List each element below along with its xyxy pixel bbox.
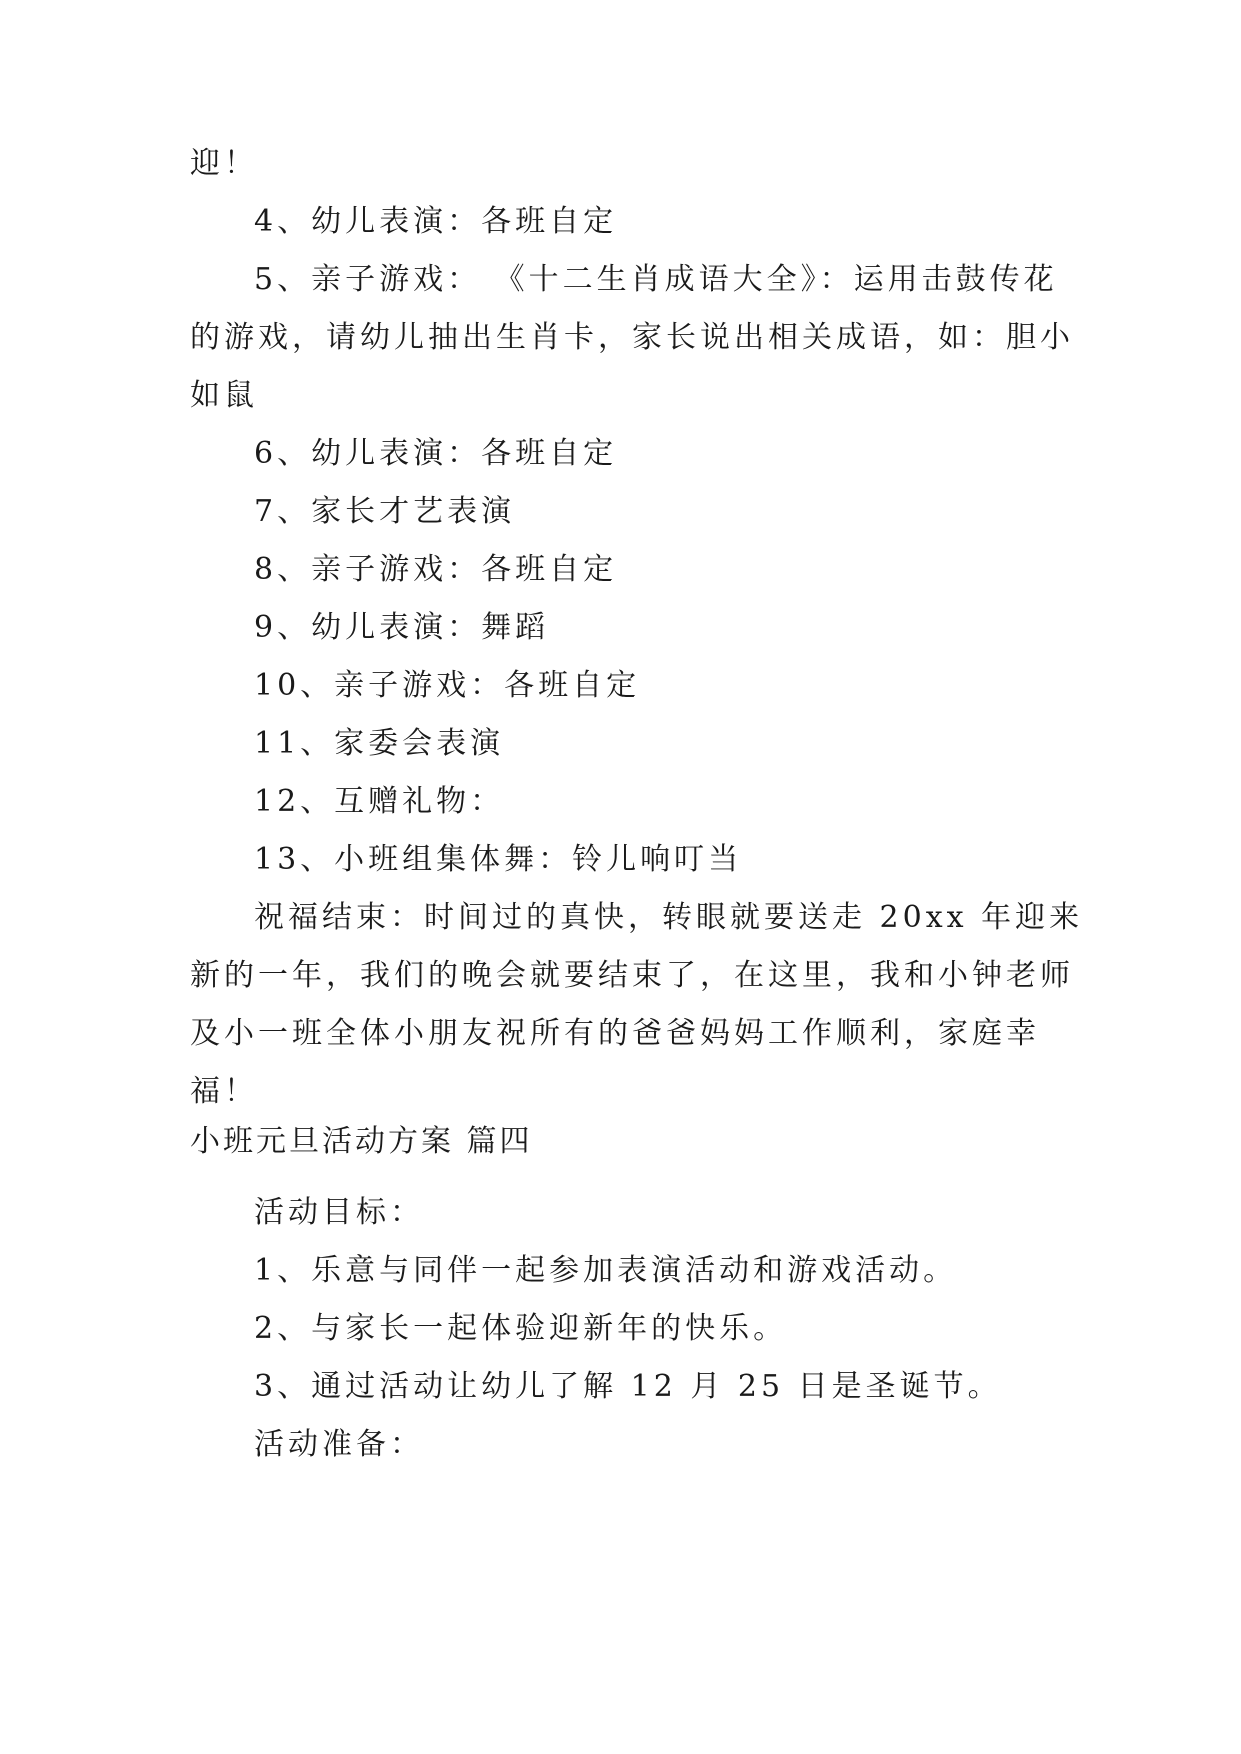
paragraph-line: 活动准备： (254, 1427, 424, 1462)
paragraph-line: 9、幼儿表演：舞蹈 (254, 610, 550, 645)
paragraph-line: 如鼠 (190, 378, 258, 413)
paragraph-line: 7、家长才艺表演 (254, 494, 516, 529)
paragraph-line: 2、与家长一起体验迎新年的快乐。 (254, 1311, 788, 1346)
paragraph-line: 活动目标： (254, 1195, 424, 1230)
paragraph-line: 的游戏，请幼儿抽出生肖卡，家长说出相关成语，如：胆小 (190, 320, 1074, 355)
paragraph-line: 4、幼儿表演：各班自定 (254, 204, 618, 239)
paragraph-line: 8、亲子游戏：各班自定 (254, 552, 618, 587)
paragraph-line: 1、乐意与同伴一起参加表演活动和游戏活动。 (254, 1253, 958, 1288)
paragraph-line: 11、家委会表演 (254, 726, 505, 761)
paragraph-line: 福！ (190, 1074, 258, 1109)
paragraph-line: 6、幼儿表演：各班自定 (254, 436, 618, 471)
section-title: 小班元旦活动方案 篇四 (190, 1124, 533, 1159)
paragraph-line: 3、通过活动让幼儿了解 12 月 25 日是圣诞节。 (254, 1369, 1002, 1404)
paragraph-line: 新的一年，我们的晚会就要结束了，在这里，我和小钟老师 (190, 958, 1074, 993)
paragraph-line: 12、互赠礼物： (254, 784, 505, 819)
activity-plan-section (190, 1184, 1060, 1474)
paragraph-line: 迎！ (190, 146, 258, 181)
paragraph-line: 及小一班全体小朋友祝所有的爸爸妈妈工作顺利，家庭幸 (190, 1016, 1040, 1051)
paragraph-line: 13、小班组集体舞：铃儿响叮当 (254, 842, 743, 877)
paragraph-line: 10、亲子游戏：各班自定 (254, 668, 641, 703)
paragraph-line: 5、亲子游戏： 《十二生肖成语大全》：运用击鼓传花 (254, 262, 1058, 297)
program-list-continued (190, 135, 1084, 1121)
paragraph-line: 祝福结束：时间过的真快，转眼就要送走 20xx 年迎来 (254, 900, 1084, 935)
